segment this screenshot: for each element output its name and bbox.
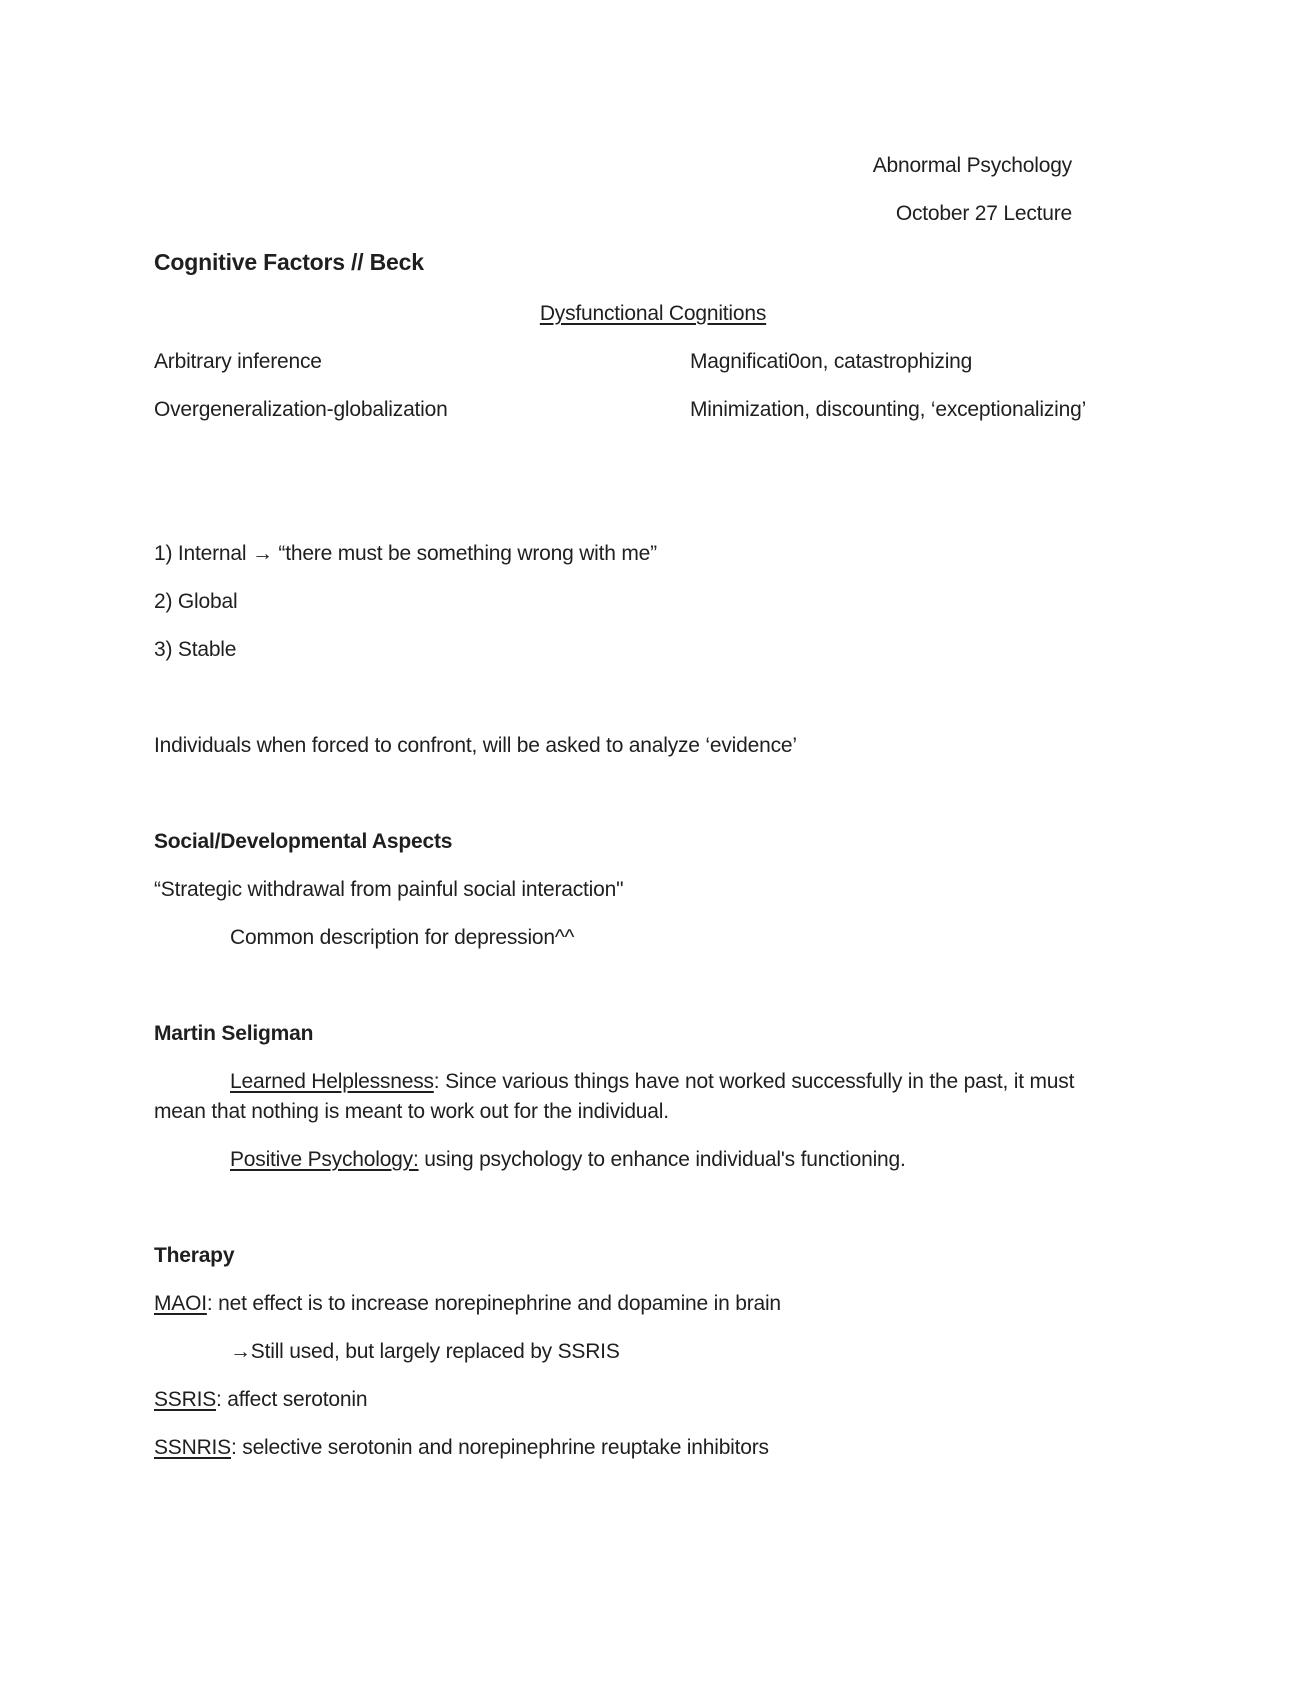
maoi-term: MAOI: [154, 1292, 207, 1315]
cognition-right-1: Magnificati0on, catastrophizing: [690, 350, 973, 373]
ssnris-desc: : selective serotonin and norepinephrine reuptake inhibitors: [231, 1436, 769, 1459]
cognition-right-2: Minimization, discounting, ‘exceptionalizing’: [690, 398, 1087, 421]
learned-helplessness-term: Learned Helplessness: [230, 1070, 434, 1093]
social-quote: “Strategic withdrawal from painful social interaction": [154, 878, 624, 901]
social-note: Common description for depression^^: [230, 926, 575, 949]
ssris-term: SSRIS: [154, 1388, 217, 1411]
evidence-note: Individuals when forced to confront, will be asked to analyze ‘evidence’: [154, 734, 797, 757]
list-item-global: 2) Global: [154, 590, 238, 613]
cognition-left-1: Arbitrary inference: [154, 350, 322, 373]
learned-helplessness-line: [230, 1068, 1074, 1096]
section-heading-cognitive: Cognitive Factors // Beck: [154, 249, 424, 275]
ssnris-term: SSNRIS: [154, 1436, 231, 1459]
ssris-desc: : affect serotonin: [216, 1388, 368, 1411]
ssris-line: [154, 1386, 367, 1414]
list-item-stable: 3) Stable: [154, 638, 237, 661]
learned-helplessness-desc-cont: mean that nothing is meant to work out for the individual.: [154, 1100, 669, 1123]
course-title: Abnormal Psychology: [872, 154, 1072, 177]
maoi-desc: : net effect is to increase norepinephrine and dopamine in brain: [206, 1292, 781, 1315]
lecture-date: October 27 Lecture: [895, 202, 1072, 225]
positive-psychology-desc: using psychology to enhance individual's functioning.: [418, 1148, 906, 1171]
section-heading-seligman: Martin Seligman: [154, 1022, 314, 1045]
ssnris-line: [154, 1434, 769, 1462]
maoi-note: →Still used, but largely replaced by SSRIS: [230, 1340, 620, 1363]
list-item-internal: 1) Internal → “there must be something wrong with me”: [154, 542, 657, 565]
subheading-dysfunctional-cognitions: Dysfunctional Cognitions: [539, 302, 767, 325]
section-heading-therapy: Therapy: [154, 1244, 235, 1267]
section-heading-social: Social/Developmental Aspects: [154, 830, 453, 853]
learned-helplessness-desc: : Since various things have not worked successfully in the past, it must: [433, 1070, 1075, 1093]
maoi-line: [154, 1290, 781, 1318]
cognition-left-2: Overgeneralization-globalization: [154, 398, 448, 421]
positive-psychology-line: [230, 1146, 906, 1174]
positive-psychology-term: Positive Psychology:: [230, 1148, 419, 1171]
